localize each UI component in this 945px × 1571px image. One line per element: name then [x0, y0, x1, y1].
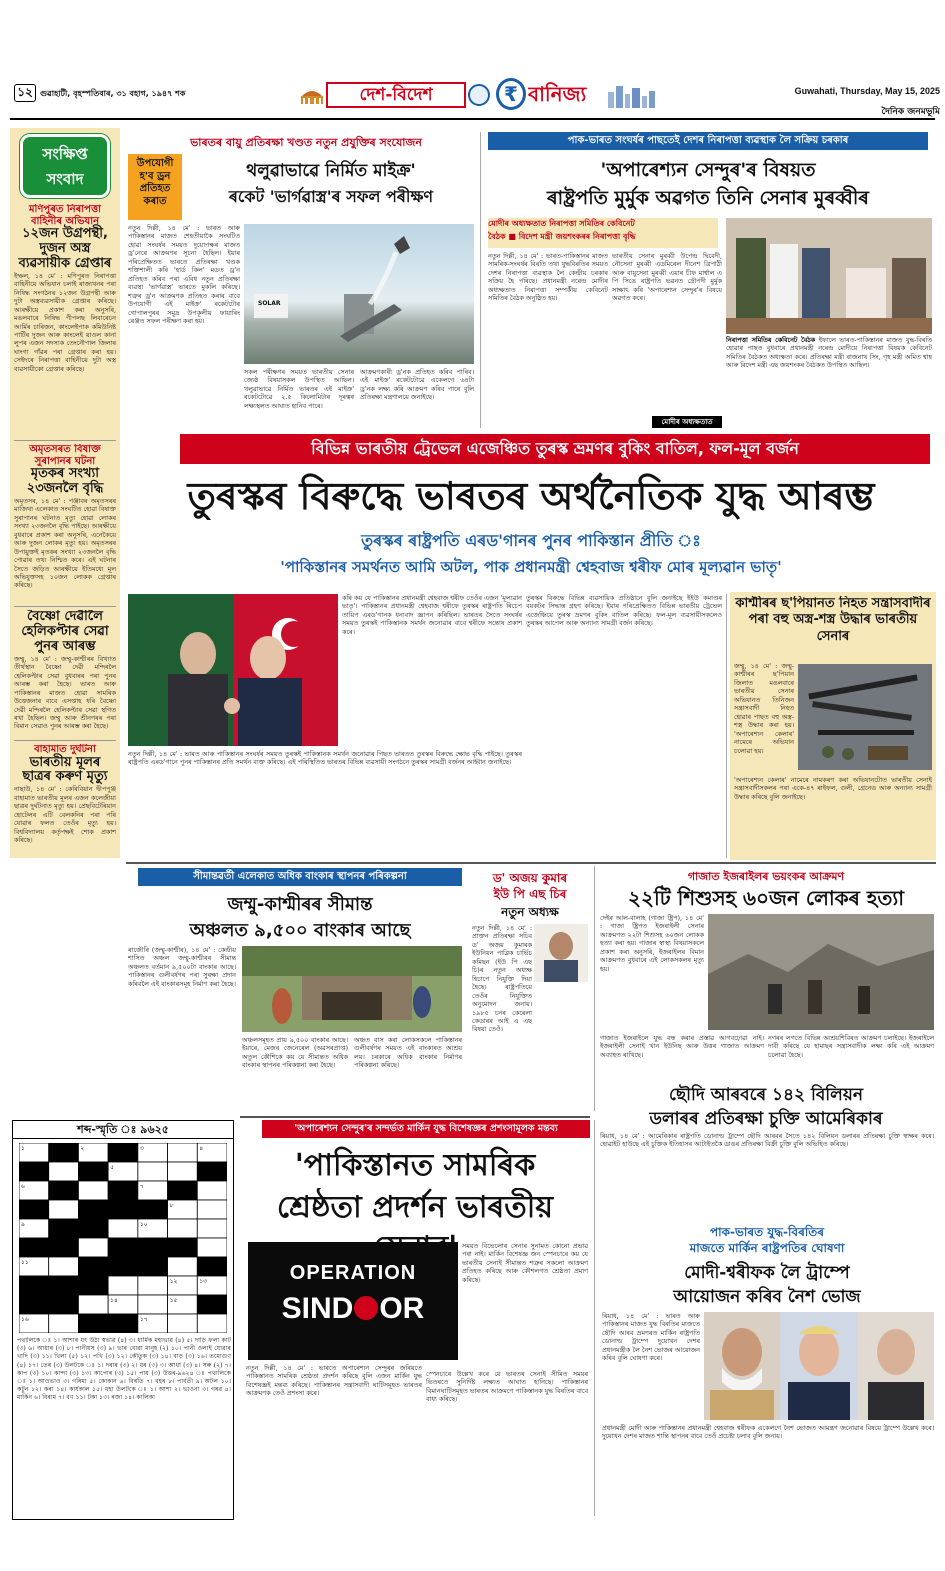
sidebar-item-body: নাছাউ, ১৪ মে' : কেৰিবিয়ান দ্বীপপুঞ্জ বাহামাত ভাৰতীয় মূলৰ এজন কলেজীয়া ছাত্ৰৰ দুৰ্ঘটনাত মৃত্যু হয়। প্ৰেছবিটেৰিয়ান হোটেলৰ এটি বেলকনিৰ পৰা পৰি যোৱাৰ ফলত তেওঁৰ মৃত্যু হয়। বিশ্ববিদ্যালয় কৰ্তৃপক্ষই শোক প্ৰকাশ কৰিছে। — [14, 785, 116, 845]
crossword-black-cell — [49, 1219, 79, 1238]
rupee-icon: ₹ — [496, 78, 526, 110]
story-headline: ৰকেট 'ভাৰ্গৱাস্ত্ৰ'ৰ সফল পৰীক্ষণ — [228, 187, 434, 206]
crossword-cell — [168, 1219, 198, 1238]
section-title-left: দেশ-বিদেশ — [326, 82, 466, 108]
crossword-cell — [49, 1200, 79, 1219]
crossword-cell — [168, 1257, 198, 1276]
story-gaza — [596, 866, 936, 1081]
crossword-cell — [168, 1162, 198, 1181]
crossword-clue-number: ৪ — [199, 1145, 204, 1152]
crossword-black-cell — [78, 1314, 108, 1333]
photo-caption: SOLAR — [258, 300, 281, 307]
poster-word-part2: OR — [379, 1292, 425, 1325]
story-body: স্পেনচাৰে উল্লেখ কৰে যে ভাৰতৰ সেনাই সীমিত সময়ৰ ভিতৰতে সুনিৰ্দিষ্ট লক্ষ্যত আঘাত হানিছে। পাকিস্তানৰ বিমানঘাটিসমূহত ভাৰতৰ আক্ৰমণে পাকিস্তানক যুদ্ধ বিৰতিৰ বাবে বাধ্য কৰিছে। — [426, 1370, 588, 1404]
crossword-clue-number: ১২ — [169, 1278, 178, 1285]
story-banner: পাক-ভাৰত সংঘৰ্ষৰ পাছতেই দেশৰ নিৰাপত্তা ব্যৱস্থাক লৈ সক্ৰিয় চৰকাৰ — [488, 132, 928, 150]
main-subheadline: তুৰস্কৰ ৰাষ্ট্ৰপতি এৰড'গানৰ পুনৰ পাকিস্তান প্ৰীতি ঃ — [361, 531, 701, 550]
column-rule — [594, 866, 595, 1111]
crossword-black-cell — [78, 1200, 108, 1219]
sidebar-item-kicker: অমৃতসৰত বিষাক্ত সুৰাপানৰ ঘটনা — [29, 444, 101, 467]
story-headline: কাশ্মীৰৰ ছ'পিয়ানত নিহত সন্ত্ৰাসবাদীৰ পৰা বহু অস্ত্ৰ-শস্ত্ৰ উদ্ধাৰ ভাৰতীয় সেনাৰ — [735, 596, 931, 644]
story-operation-sindoor-president — [484, 130, 936, 430]
crossword-cell — [49, 1314, 79, 1333]
sidebar-item — [14, 610, 116, 738]
story-body: অঞ্চলসমূহত প্ৰায় ৯,৫০০ বাংকাৰ আছে। ইয়াৰে, মেজৰ জেনেৰেল (অৱসৰপ্ৰাপ্ত) অতুল কৌশিকে কয় যে সীমান্তত অধিক বাংকাৰ স্থাপনৰ পৰিকল্পনা কৰা হৈছে। — [242, 1036, 348, 1070]
crossword-black-cell — [49, 1181, 79, 1200]
story-body: গাজাত ইজৰাইলে যুদ্ধ বন্ধ কৰাৰ প্ৰস্তাৱ আগবঢ়োৱা নাই। ইজৰাইলী সেনাই খান ইউনিছ আৰু উত্তৰ গাজাত আক্ৰমণ অব্যাহত ৰাখিছে। — [600, 1034, 764, 1059]
story-headline: ৰাষ্ট্ৰপতি মুৰ্মুক অৱগত তিনি সেনাৰ মুৰব্বীৰ — [546, 187, 869, 209]
crossword-clue-number: ১৪ — [110, 1297, 118, 1304]
photo-label-text: ইফালে ভাৰত-পাকিস্তানৰ মাজত যুদ্ধ-বিৰতি হোৱাৰ পাছত বুধবাৰে প্ৰধানমন্ত্ৰী নৰেন্দ্ৰ মোদীয়ে নিৰাপত্তা বিষয়ক কেবিনেট সমিতিৰ বৈঠকত অধ্যক্ষতা কৰে। প্ৰতিৰক্ষা মন্ত্ৰী ৰাজনাথ সিং, গৃহ মন্ত্ৰী অমিত শ্বাহ আৰু বিদেশ মন্ত্ৰী এছ জয়শংকৰ বৈঠকত উপস্থিত আছিল। — [726, 336, 932, 370]
crossword-black-cell — [49, 1238, 79, 1257]
crossword-black-cell — [108, 1200, 138, 1219]
sidebar — [10, 128, 120, 858]
crossword-black-cell — [49, 1143, 79, 1162]
poster-word-part1: SIND — [281, 1292, 354, 1325]
crossword-cell — [108, 1276, 138, 1295]
crossword-cell — [78, 1181, 108, 1200]
president-meeting-photo — [726, 218, 932, 334]
story-body: দেইৰ আল-বালাহ (গাজা ষ্ট্ৰিপ), ১৪ মে' : গাজা ষ্ট্ৰিপত ইজৰাইলী সেনাৰ আক্ৰমণত ২২টা শিশুসহ ৬০জন লোকক হত্যা কৰা হয়। গাজাৰ স্বাস্থ্য বিষয়াসকলে প্ৰকাশ কৰা অনুসৰি, ইজৰাইলৰ বিমান আক্ৰমণত বুধবাৰে এই লোকসকলৰ মৃত্যু হয়। — [600, 914, 704, 973]
crossword-cell — [197, 1181, 227, 1200]
paper-name: দৈনিক জনমভূমি — [881, 107, 940, 117]
crossword-clues: পথালিকে ঃ ১। আশাৰ যৎ উঠা স্বভাৱ (৪) ৩। ধাৰ্মিক মহাভাৱ (৪) ৫। দাড়ি ফলা কাট (৩) ৬। আয়াৰ (৩) ৮। পানীয়স (৩) ৯। ভাৰ বোৱা মানুহ (২) ১০। পানী ওলাই যোৱাৰ খাদি (৩) ১১। খিলা (৫) ১২। পখি (৩) ১২। কৌতুক (৩) ১৪। বাড় (৩) ১৬। তমোগুণ (৪) ১৭। তেৰ (৩) উলটকে ঃ ১। দৰাৰ (৩) ২। ধৰ (৩) ৩। আধা (৩) ৪। সৰু (২) ৭। কাপ (৩) ১০। কান্দা (৩) ১৩। কাপোৰ (৩) ১৫। পায় (৩) উত্তৰ-৯৬২৪ ঃ পথালিকে ঃ ১। আওভাও ৩। গৰিমা ৫। কোকান ৬। বিৰতি ৭। বহৰ ৮। পাৰ্বতী ৯। অটল ১০। কটুন ১২। কৰা ১৪। কাৰ্যকাল ১৫। মহা উলটকে ঃ ১। আশা ২। ভাওনা ৩। গৰৱ ৪। মাৰ্কিন ৬। বিৰাম ৭। বণ ১১। টকা ১৩। ৰজা ১৪। কালিকা — [17, 1337, 231, 1402]
crossword-grid — [19, 1143, 227, 1333]
crossword-cell — [197, 1200, 227, 1219]
story-body: নতুন দিল্লী, ১৪ মে' : ভাৰতে অপাৰেশ্যন সেন্দুৰৰ জৰিয়তে পাকিস্তানত সামৰিক শ্ৰেষ্ঠতা প্ৰদৰ্শন কৰিছে বুলি এজন মাৰ্কিন যুদ্ধ বিশেষজ্ঞই মন্তব্য কৰিছে। পাকিস্তানৰ সন্ত্ৰাসবাদী ঘাটিসমূহত ভাৰতৰ আক্ৰমণক তেওঁ প্ৰশংসা কৰে। — [246, 1364, 422, 1398]
story-body: ভাৰতীয় সেনাৰ মুৰব্বী উপেন্দ্ৰ দ্বিবেদী, নৌসেনা মুৰব্বী এডমিৰেল দীনেশ ত্ৰিপাঠী আৰু বায়ুসেনা মুৰব্বী এয়াৰ চীফ মাৰ্শ্বাল এ পি সিঙে ৰাষ্ট্ৰপতি ভৱনত দ্ৰৌপদী মুৰ্মুক সাক্ষাৎ কৰি 'অপাৰেশ্যন সেন্দুৰ'ৰ বিষয়ে অৱগত কৰে। — [612, 252, 722, 303]
main-red-banner: বিভিন্ন ভাৰতীয় ট্ৰেভেল এজেঞ্চিত তুৰস্ক ভ্ৰমণৰ বুকিং বাতিল, ফল-মূল বৰ্জন — [180, 434, 930, 464]
crossword-clue-number: ১৫ — [169, 1297, 178, 1304]
gaza-rubble-photo — [708, 914, 934, 1030]
divider — [14, 440, 116, 441]
crossword-cell — [168, 1143, 198, 1162]
city-skyline-icon — [606, 82, 656, 108]
story-body: অঞ্চত বাস কৰা লোকসকলে পাকিস্তানৰ গুলীবৰ্ষণৰ সময়ত এই বাংকাৰত আশ্ৰয় লয়। চৰকাৰে অধিক বাংকাৰ নিৰ্মাণৰ পৰিকল্পনা কৰিছে। — [354, 1036, 462, 1070]
story-headline: ড' অজয় কুমাৰ — [492, 871, 568, 885]
rocket-launch-photo — [244, 224, 474, 364]
crossword-cell — [138, 1295, 168, 1314]
story-subkicker — [488, 218, 718, 248]
crossword-clue-number: ৯ — [21, 1221, 25, 1228]
main-subheadline: 'পাকিস্তানৰ সমৰ্থনত আমি অটল, পাক প্ৰধানমন্ত্ৰী শ্বেহবাজ শ্বৰীফ মোৰ মূল্যৱান ভাতৃ' — [280, 558, 782, 576]
story-body: ৰাজৌৰি (জম্মু-কাশ্মীৰ), ১৪ মে' : কেন্দ্ৰীয় শাসিত অঞ্চল জম্মু-কাশ্মীৰৰ সীমান্ত অঞ্চলত বৰ্তমান ৯,৫০০টা বাংকাৰ আছে। পাকিস্তানৰ গুলীবৰ্ষণৰ পৰা সুৰক্ষা প্ৰদান কৰিবলৈ এই বাংকাৰসমূহ নিৰ্মাণ কৰা হৈছে। — [128, 946, 236, 988]
main-headline: তুৰস্কৰ বিৰুদ্ধে ভাৰতৰ অৰ্থনৈতিক যুদ্ধ আৰম্ভ — [187, 474, 875, 518]
sidebar-item — [14, 744, 116, 856]
crossword-clue-number: ২ — [80, 1145, 85, 1152]
crossword-cell — [168, 1314, 198, 1333]
crossword-cell — [108, 1219, 138, 1238]
story-body: আক্ৰমণকাৰী ড্ৰ'নক প্ৰতিহত কৰিব পাৰিব। এই মাইক্ৰ' ৰকেটটোৱে একেলগে ৬৪টা ড্ৰ'নক লক্ষ্য কৰি আক্ৰমণ কৰিব পাৰে বুলি প্ৰতিৰক্ষা মন্ত্ৰণালয়ে জনাইছে। — [360, 368, 474, 402]
story-headline: 'পাকিস্তানত সামৰিক — [294, 1148, 536, 1183]
crossword-black-cell — [138, 1238, 168, 1257]
crossword-cell — [78, 1295, 108, 1314]
crossword-black-cell — [108, 1143, 138, 1162]
story-headline: ডলাৰৰ প্ৰতিৰক্ষা চুক্তি আমেৰিকাৰ — [649, 1109, 883, 1129]
crossword-black-cell — [108, 1257, 138, 1276]
crossword-black-cell — [19, 1162, 49, 1181]
crossword-black-cell — [108, 1238, 138, 1257]
crossword-clue-number: ১৩ — [199, 1278, 208, 1285]
sidebar-item-kicker: বাহামাত দুৰ্ঘটনা — [34, 744, 96, 755]
story-kicker: মাজতে মাৰ্কিন ৰাষ্ট্ৰপতিৰ ঘোষণা — [689, 1241, 845, 1255]
crossword-black-cell — [19, 1238, 49, 1257]
poster-line1: OPERATION — [289, 1262, 417, 1284]
story-body: প্ৰধানমন্ত্ৰী মোদী আৰু পাকিস্তানৰ প্ৰধানমন্ত্ৰী শ্বেহবাজ শ্বৰীফক একেলগে নৈশ ভোজত আমন্ত্ৰণ জনোৱাৰ বিষয়ে ট্ৰাম্পে উল্লেখ কৰে। দুয়োখন দেশৰ মাজত শান্তি স্থাপনৰ বাবে তেওঁ প্ৰচেষ্টা চলাব বুলি জনায়। — [602, 1424, 934, 1441]
crossword-title: শব্দ-স্মৃতি ঃ ৯৬২৫ — [13, 1121, 233, 1139]
crossword-black-cell — [138, 1200, 168, 1219]
crossword-clue-number: ৮ — [169, 1202, 174, 1209]
crossword-cell — [197, 1314, 227, 1333]
crossword-clue-number: ১৬ — [21, 1316, 29, 1323]
crossword-black-cell — [168, 1238, 198, 1257]
story-saudi-deal — [596, 1082, 936, 1220]
crossword-black-cell — [49, 1295, 79, 1314]
story-body: নতুন দিল্লী, ১৪ মে' : প্ৰাক্তন প্ৰতিৰক্ষা সচিব ড' অজয় কুমাৰক ইউনিয়ন পাব্লিক চাৰ্ভিচ কমিছন (ইউ পি এছ চি)ৰ নতুন অধ্যক্ষ হিচাপে নিযুক্তি দিয়া হৈছে। ৰাষ্ট্ৰপতিয়ে তেওঁৰ নিযুক্তিত অনুমোদন জনায়। ১৯৮৫ চনৰ কেৰেলা কেডাৰৰ আই এ এছ বিষয়া তেওঁ। — [472, 924, 532, 1034]
header-rule — [10, 118, 935, 120]
story-body: সময়ত বিভেলোৰ সেনাৰ সুনামত কোনো প্ৰভাৱ পৰা নাই। মাৰ্কিন বিশেষজ্ঞ জন স্পেনচাৰে কয় যে ভাৰতীয় সেনাই সীমান্তত শত্ৰুৰ সকলো আক্ৰমণ প্ৰতিহত কৰিছে আৰু কৌশলগত শ্ৰেষ্ঠতা প্ৰমাণ কৰিছে। — [462, 1242, 588, 1284]
section-banner — [300, 76, 660, 112]
page-number: ১২ — [14, 84, 36, 102]
story-headline: অঞ্চলত ৯,৫০০ বাংকাৰ আছে — [189, 920, 411, 941]
crossword-black-cell — [19, 1295, 49, 1314]
story-body: সকল পৰীক্ষণৰ সময়ত ভাৰতীয় সেনাৰ জ্যেষ্ঠ বিষয়াসকল উপস্থিত আছিল। থলুৱাভাৱে নিৰ্মিত ভাৰতৰ এই মাইক্ৰ' ৰকেটটোৱে ২.৫ কিলোমিটাৰ দূৰত্বৰ লক্ষ্যস্থলত আঘাত হানিব পাৰে। — [244, 368, 354, 410]
section-title-right: বানিজ্য — [528, 82, 587, 106]
story-body: ৰিয়াধ, ১৪ মে' : আমেৰিকাৰ ৰাষ্ট্ৰপতি ডোনাল্ড ট্ৰাম্পে ছৌদি আৰবৰ সৈতে ১৪২ বিলিয়ন ডলাৰৰ প্ৰতিৰক্ষা চুক্তি স্বাক্ষৰ কৰে। হোৱাইট হাউছে এই চুক্তিক ইতিহাসৰ আটাইতকৈ ডাঙৰ প্ৰতিৰক্ষা বিক্ৰী চুক্তি বুলি অভিহিত কৰিছে। — [600, 1132, 934, 1149]
dateline-left: গুৱাহাটী, বৃহস্পতিবাৰ, ৩১ বহাগ, ১৯৪৭ শক — [40, 89, 186, 98]
crossword-black-cell — [78, 1219, 108, 1238]
sidebar-item-headline: মৃতকৰ সংখ্যা ২৩জনলৈ বৃদ্ধি — [26, 466, 104, 496]
seized-weapons-photo — [798, 664, 932, 770]
crossword-black-cell — [78, 1257, 108, 1276]
story-headline: নতুন অধ্যক্ষ — [501, 905, 559, 919]
crossword-black-cell — [197, 1162, 227, 1181]
section-rule — [126, 862, 936, 864]
sidebar-item-body: জম্মু, ১৪ মে' : জম্মু-কাশ্মীৰৰ বিখ্যাত তীৰ্থস্থান বৈষ্ণো দেৱী মন্দিৰলৈ হেলিকপ্টাৰ সেৱা বুধবাৰৰ পৰা পুনৰ আৰম্ভ কৰা হৈছে। ভাৰত আৰু পাকিস্তানৰ মাজত হোৱা সামৰিক উত্তেজনাৰ বাবে এসপ্তাহ ধৰি বৈষ্ণো দেৱী মন্দিৰলৈ হেলিকপ্টাৰ সেৱা স্থগিত ৰখা হৈছিল। জম্মু আৰু শ্ৰীনগৰৰ পৰা বিমান সেৱাও পুনৰ আৰম্ভ কৰা হৈছে। — [14, 654, 116, 731]
photo-label-title: নিৰাপত্তা সমিতিৰ কেবিনেট বৈঠক — [726, 336, 816, 344]
sidebar-item-headline: ভাৰতীয় মূলৰ ছাত্ৰৰ কৰুণ মৃত্যু — [22, 754, 108, 785]
bunker-photo — [242, 946, 462, 1032]
masthead — [0, 0, 945, 130]
story-kicker: পাক-ভাৰত যুদ্ধ-বিৰতিৰ — [709, 1225, 825, 1239]
crossword-cell — [138, 1162, 168, 1181]
crossword-clue-number: ১ — [21, 1145, 25, 1152]
crossword-grid-svg — [19, 1143, 227, 1333]
story-body: নতুন দিল্লী, ১৪ মে' : ভাৰত আৰু পাকিস্তানৰ মাজত শেহতীয়াকৈ সংঘটিত হোৱা সংঘৰ্ষৰ সময়ত দুয়োপক্ষৰ মাজত ড্ৰ'নেৰে আক্ৰমণৰ সূচনা হৈছিল। ইয়াৰ পৰিপ্ৰেক্ষিতত ভাৰতে প্ৰতিৰক্ষা খণ্ডক শক্তিশালী কৰি 'হাৰ্ড কিল' মডত ড্ৰ'ন প্ৰতিহত কৰিব পৰা এবিধ নতুন প্ৰতিৰক্ষা ব্যৱস্থা 'ভাৰ্গৱাস্ত্ৰ' ভাৰতে মুকলি কৰিছে। শত্ৰুৰ ড্ৰ'ন আক্ৰমণক প্ৰতিহত কৰাৰ বাবে উপযোগী এই মাইক্ৰ' ৰকেটটোৰ গোপালপুৰৰ সমুদ্ৰ উপকূলীয় ফায়াৰিং ৰেঞ্জত সফল পৰীক্ষণ কৰা হয়। — [128, 224, 240, 325]
sidebar-item-body: ইম্ফল, ১৪ মে' : মণিপুৰত নিৰাপত্তা বাহিনীয়ে অভিযান চলাই ৰাজ্যখনৰ পৰা নিষিদ্ধ সংগঠনৰ ১২জন উগ্ৰপন্থী আৰু দুটা অস্ত্ৰব্যৱসায়ীক গ্ৰেপ্তাৰ কৰিছে। আৰক্ষীয়ে প্ৰকাশ কৰা অনুসৰি, মঙলবাৰে নিষিদ্ধ পীপলছ লিবাৰেচন আৰ্মিৰ চাৰিজন, কাংলেইপাক কমিউনিষ্ট পাৰ্টিৰ দুজন আৰু কাংলেই য়াওল কানা লুপৰ এজন সদস্যক তেংনৌপাল জিলাৰ ঘাংগা গাঁৱৰ পৰা গ্ৰেপ্তাৰ কৰা হয়। সেইদৰে নিৰাপত্তা বাহিনীয়ে দুটা অস্ত্ৰ ব্যৱসায়ীকো গ্ৰেপ্তাৰ কৰিছে। — [14, 271, 116, 373]
erdogan-sharif-photo — [128, 594, 338, 746]
subkicker-line1: মোদীৰ অধ্যক্ষতাত নিৰাপত্তা সমিতিৰ কেবিনেট — [488, 219, 635, 228]
story-banner: গাজাত ইজৰাইলৰ ভয়ংকৰ আক্ৰমণ — [687, 870, 845, 883]
crossword-clue-number: ৬ — [21, 1183, 25, 1190]
crossword-clue-number: ১৭ — [139, 1316, 148, 1323]
crossword-black-cell — [78, 1162, 108, 1181]
modi-trump-sharif-photo — [704, 1312, 934, 1420]
poster-line2 — [248, 1292, 458, 1332]
story-banner: সীমান্তৱৰ্তী এলেকাত অধিক বাংকাৰ স্থাপনৰ পৰিকল্পনা — [138, 868, 462, 886]
story-kicker: ভাৰতৰ বায়ু প্ৰতিৰক্ষা খণ্ডত নতুন প্ৰযুক্তিৰ সংযোজন — [190, 136, 422, 149]
photo-tag: মোদীৰ অধ্যক্ষতাত — [652, 416, 722, 428]
story-bunkers — [126, 866, 464, 1111]
sidebar-title-line1: সংক্ষিপ্ত — [42, 145, 88, 163]
crossword-black-cell — [168, 1181, 198, 1200]
story-headline: ইউ পি এছ চিৰ — [493, 887, 567, 901]
story-headline: ছৌদি আৰবৰে ১৪২ বিলিয়ন — [668, 1085, 863, 1105]
story-trump-dinner — [598, 1222, 936, 1518]
crossword-clue-number: ১০ — [139, 1221, 148, 1228]
crossword-clue-number: ৭ — [139, 1183, 144, 1190]
column-rule — [726, 594, 727, 858]
sidebar-item — [14, 204, 116, 436]
story-body: 'অপাৰেশ্যন কেলাৰ' নামেৰে নামকৰণ কৰা অভিযানটোত ভাৰতীয় সেনাই সন্ত্ৰাসবাদীসকলৰ পৰা একে-৪৭ ৰাইফল, গুলী, গ্ৰেনেড আৰু অন্যান্য সামগ্ৰী উদ্ধাৰ কৰিছে বুলি জনাইছে। — [734, 776, 932, 801]
sidebar-title-line2: সংবাদ — [46, 170, 84, 188]
operation-sindoor-poster — [248, 1242, 458, 1360]
crossword-cell — [197, 1238, 227, 1257]
crossword-cell — [78, 1238, 108, 1257]
main-body: নতুন দিল্লী, ১৪ মে' : ভাৰত আৰু পাকিস্তানৰ সংঘৰ্ষৰ সময়ত তুৰস্কই পাকিস্তানক সমৰ্থন জনোৱাৰ পিছত ভাৰতত তুৰস্কৰ বিৰুদ্ধে ক্ষোভ বৃদ্ধি পাইছে। তুৰস্কৰ ৰাষ্ট্ৰপতি এৰড'গানে পুনৰ পাকিস্তানৰ প্ৰতি সমৰ্থন ব্যক্ত কৰিছে। এই পৰিস্থিতিত ভাৰতৰ বিভিন্ন ব্যৱসায়ী সংগঠনে তুৰস্কৰ সামগ্ৰী বৰ্জনৰ আহ্বান জনাইছে। — [128, 750, 522, 767]
crossword-black-cell — [197, 1295, 227, 1314]
story-body: নগৰৰ লগতে বিভিন্ন আশ্ৰয়শিবিৰত আক্ৰমণ চলাইছে। ইজৰাইলে দাবী কৰিছে যে হামাছৰ সন্ত্ৰাসবাদীক লক্ষ্য কৰি এই আক্ৰমণ চলোৱা হৈছে। — [768, 1034, 934, 1059]
column-rule — [480, 132, 481, 428]
story-ajay-kumar — [470, 866, 590, 1111]
sidebar-item-headline: বৈষ্ণো দেৱীলৈ হেলিকপ্টাৰ সেৱা পুনৰ আৰম্ভ — [21, 610, 109, 654]
story-kicker: 'অপাৰেশ্যন সেন্দুৰ'ৰ সন্দৰ্ভত মাৰ্কিন যুদ্ধ বিশেষজ্ঞৰ প্ৰশংসামূলক মন্তব্য — [262, 1120, 590, 1138]
story-badge: উপযোগী হ'ব ড্ৰন প্ৰতিহত কৰাত — [128, 154, 182, 220]
subkicker-line2: বৈঠক ■ বিদেশ মন্ত্ৰী জয়শংকৰৰ নিৰাপত্তা বৃদ্ধি — [488, 232, 636, 241]
story-headline: মোদী-শ্বৰীফক লৈ ট্ৰাম্পে — [684, 1263, 850, 1283]
crossword-cell — [138, 1276, 168, 1295]
parliament-icon — [300, 84, 324, 106]
crossword-black-cell — [138, 1257, 168, 1276]
crossword-clue-number: ১১ — [21, 1259, 29, 1266]
story-headline: শ্ৰেষ্ঠতা প্ৰদৰ্শন ভাৰতীয় — [276, 1190, 554, 1225]
crossword-cell — [197, 1219, 227, 1238]
crossword-black-cell — [197, 1257, 227, 1276]
column-rule — [594, 1120, 595, 1516]
sindoor-dot-icon — [354, 1296, 378, 1320]
story-body: ৰিয়াধ, ১৪ মে' : ভাৰত আৰু পাকিস্তানৰ মাজত যুদ্ধ বিৰতিৰ মাজতে ছৌদি আৰব ভ্ৰমণৰত মাৰ্কিন ৰাষ্ট্ৰপতি ডোনাল্ড ট্ৰাম্পে দুয়োখন দেশৰ প্ৰধানমন্ত্ৰীক লৈ নৈশ ভোজৰ আয়োজন কৰিব বুলি ঘোষণা কৰে। — [602, 1312, 700, 1363]
main-body: তুৰস্কৰ বিৰুদ্ধে বিভিন্ন ব্যৱসায়িক প্ৰতিষ্ঠানে বুলি জনাইছে ইইউ কমাণ্ডৰ বয়কটৰ সিদ্ধান্ত গ্ৰহণ কৰিছে। ইয়াৰ পৰিপ্ৰেক্ষিতত বিভিন্ন ভাৰতীয় ট্ৰেভেল এজেঞ্চিয়ে তুৰস্ক ভ্ৰমণৰ বুকিং বাতিল কৰিছে। ফল-মূল ব্যৱসায়ীসকলেও তুৰস্কৰ আপেল আৰু অন্যান্য সামগ্ৰী বৰ্জন কৰিছে। — [526, 594, 722, 628]
crossword-clue-number: ৩ — [139, 1145, 144, 1152]
story-headline: জম্মু-কাশ্মীৰৰ সীমান্ত — [227, 894, 373, 915]
sidebar-title-box — [20, 134, 110, 198]
story-headline: 'অপাৰেশ্যন সেন্দুৰ'ৰ বিষয়ত — [600, 159, 816, 181]
crossword-clue-number: ৫ — [110, 1164, 115, 1171]
crossword-black-cell — [19, 1276, 49, 1295]
story-headline: আয়োজন কৰিব নৈশ ভোজ — [673, 1287, 861, 1307]
crossword-black-cell — [108, 1181, 138, 1200]
story-headline: ২২টি শিশুসহ ৬০জন লোকৰ হত্যা — [628, 886, 904, 910]
divider — [14, 606, 116, 607]
story-bhargavastra — [126, 130, 476, 430]
crossword-black-cell — [108, 1314, 138, 1333]
crossword-cell — [49, 1257, 79, 1276]
dateline-right: Guwahati, Thursday, May 15, 2025 — [794, 86, 940, 96]
globe-icon — [468, 84, 490, 106]
story-body: জম্মু, ১৪ মে' : জম্মু-কাশ্মীৰৰ ছ'পিয়ান জিলাত মঙলবাৰে ভাৰতীয় সেনাৰ অভিযানত তিনিজন সন্ত্ৰাসবাদী নিহত হোৱাৰ পাছত বহু অস্ত্ৰ-শস্ত্ৰ উদ্ধাৰ কৰা হয়। 'অপাৰেশ্যন কেলাৰ' নামেৰে অভিযান চলোৱা হয়। — [734, 662, 794, 755]
crossword-black-cell — [78, 1276, 108, 1295]
sidebar-item — [14, 444, 116, 604]
photo-label — [726, 336, 932, 428]
story-headline: থলুৱাভাৱে নিৰ্মিত মাইক্ৰ' — [246, 161, 416, 181]
sidebar-item-headline: ১২জন উগ্ৰপন্থী, দুজন অস্ত্ৰ ব্যৱসায়ীক গ্ৰেপ্তাৰ — [18, 226, 112, 271]
sidebar-item-body: অমৃতসৰ, ১৪ মে' : পঞ্জাবৰ অমৃতসৰৰ মাজিথা এলেকাত সংঘটিত হোৱা বিষাক্ত সুৰাপানৰ ঘটনাত মৃত্যু হোৱা লোকৰ সংখ্যা ২৩জনলৈ বৃদ্ধি পাইছে। আৰক্ষীয়ে বুধবাৰে প্ৰকাশ কৰা অনুসৰি, এনেকৈয়ে আৰু দুজন লোকৰ মৃত্যু হয়। অমৃতসৰৰ উপায়ুক্তই মৃতকৰ সংখ্যা ২৩জনলৈ বৃদ্ধি পোৱাৰ তথ্য নিশ্চিত কৰে। এই ঘটনাৰ সৈতে জড়িত আৰক্ষীয়ে ইতিমধ্যে মূল অভিযুক্তসহ ১০জন লোকক গ্ৰেপ্তাৰ কৰিছে। — [14, 496, 116, 590]
crossword-black-cell — [19, 1200, 49, 1219]
story-kashmir-weapons — [730, 592, 936, 860]
main-body: কৰি কয় যে পাকিস্তানৰ প্ৰধানমন্ত্ৰী শ্বেহবাজ শ্বৰীফ তেওঁৰ এজন 'মূল্যৱান ভাতৃ'। পাকিস্তানৰ প্ৰধানমন্ত্ৰী শ্বেহবাজ শ্বৰীফে তুৰস্কৰ ৰাষ্ট্ৰপতি ৰিচেপ তায়িপ এৰড'গানক ধন্যবাদ জ্ঞাপন কৰিছিল। ভাৰতৰ সৈতে সংঘৰ্ষৰ সময়ত তুৰস্কই পাকিস্তানক সমৰ্থন জনোৱাৰ বাবে শ্বৰীফে সন্তোষ প্ৰকাশ কৰে। — [342, 594, 522, 636]
section-rule — [240, 1116, 590, 1118]
crossword-black-cell — [49, 1276, 79, 1295]
story-body: নতুন দিল্লী, ১৪ মে' : ভাৰত-পাকিস্তানৰ মাজত সামৰিক-সংঘৰ্ষৰ বিৰতি তথা যুদ্ধবিৰতিৰ সময়ত দেশৰ নিৰাপত্তা ব্যৱস্থাক লৈ কেন্দ্ৰীয় চৰকাৰ সক্ৰিয় হৈ পৰিছে। প্ৰধানমন্ত্ৰী নৰেন্দ্ৰ মোদীৰ অধ্যক্ষতাত নিৰাপত্তা সম্পৰ্কীয় কেবিনেট সমিতিৰ বৈঠক অনুষ্ঠিত হয়। — [488, 252, 608, 303]
sidebar-item-kicker: মণিপুৰত নিৰাপত্তা বাহিনীৰ অভিযান — [28, 204, 102, 227]
divider — [14, 740, 116, 741]
crossword-cell — [49, 1162, 79, 1181]
crossword — [12, 1120, 234, 1520]
